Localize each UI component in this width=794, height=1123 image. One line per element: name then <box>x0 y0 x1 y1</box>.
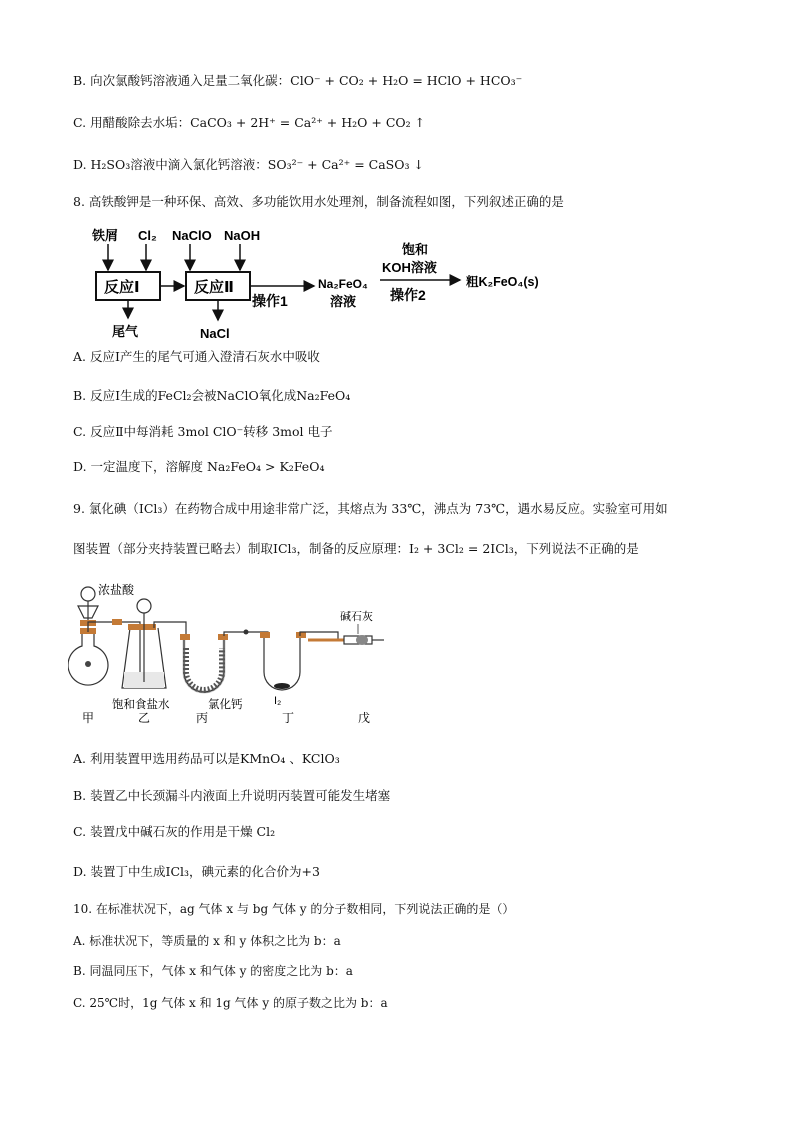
q8-input-naoh: NaOH <box>224 228 261 243</box>
q7-option-c: C. 用醋酸除去水垢：CaCO₃ + 2H⁺ = Ca²⁺ + H₂O + CO₂ ↑ <box>73 115 426 130</box>
q8-output-tailgas: 尾气 <box>112 324 139 339</box>
q9-label-acid: 浓盐酸 <box>98 583 135 597</box>
q8-final-product: 粗K₂FeO₄(s) <box>466 275 539 289</box>
q8-reagent-line2: KOH溶液 <box>382 260 437 275</box>
q8-stem: 8. 高铁酸钾是一种环保、高效、多功能饮用水处理剂，制备流程如图，下列叙述正确的是 <box>73 194 564 209</box>
q9-label-cacl2: 氯化钙 <box>208 699 243 711</box>
q7-option-b: B. 向次氯酸钙溶液通入足量二氧化碳：ClO⁻ + CO₂ + H₂O = HClO + HCO₃⁻ <box>73 73 523 88</box>
q8-op2-label: 操作2 <box>390 287 426 303</box>
q9-label-brine: 饱和食盐水 <box>112 699 170 711</box>
q8-input-cl2: Cl₂ <box>138 228 157 243</box>
q9-label-sodalime: 碱石灰 <box>340 611 373 623</box>
q8-option-d: D. 一定温度下，溶解度 Na₂FeO₄ > K₂FeO₄ <box>73 459 325 474</box>
q8-reagent-line1: 饱和 <box>402 242 429 257</box>
q9-option-d: D. 装置丁中生成ICl₃，碘元素的化合价为+3 <box>73 864 320 879</box>
q9-stem-line2: 图装置（部分夹持装置已略去）制取ICl₃，制备的反应原理：I₂ + 3Cl₂ = 2ICl₃，下列说法不正确的是 <box>73 541 639 556</box>
q8-box-reaction1-label: 反应Ⅰ <box>104 279 140 296</box>
q9-label-jia: 甲 <box>82 711 95 725</box>
q8-option-b: B. 反应Ⅰ生成的FeCl₂会被NaClO氧化成Na₂FeO₄ <box>73 388 351 403</box>
q8-product-line2: 溶液 <box>330 294 357 309</box>
q8-input-iron: 铁屑 <box>92 228 119 243</box>
q8-option-c: C. 反应Ⅱ中每消耗 3mol ClO⁻转移 3mol 电子 <box>73 424 333 439</box>
q9-label-i2: I₂ <box>274 695 282 707</box>
q9-apparatus-diagram <box>68 576 398 728</box>
q10-option-b: B. 同温同压下，气体 x 和气体 y 的密度之比为 b：a <box>73 964 353 978</box>
q9-stem-line1: 9. 氯化碘（ICl₃）在药物合成中用途非常广泛，其熔点为 33℃，沸点为 73℃，遇水易反应。实验室可用如 <box>73 501 668 516</box>
q9-label-ding: 丁 <box>282 711 295 725</box>
q8-input-naclo: NaClO <box>172 228 212 243</box>
q10-option-c: C. 25℃时，1g 气体 x 和 1g 气体 y 的原子数之比为 b：a <box>73 996 388 1010</box>
q8-box-reaction2-label: 反应Ⅱ <box>194 279 234 296</box>
q8-flow-diagram <box>90 226 560 346</box>
q8-product-line1: Na₂FeO₄ <box>318 277 368 291</box>
q9-option-a: A. 利用装置甲选用药品可以是KMnO₄ 、KClO₃ <box>73 751 340 766</box>
q8-op1-label: 操作1 <box>252 293 288 309</box>
q8-option-a: A. 反应Ⅰ产生的尾气可通入澄清石灰水中吸收 <box>73 349 320 364</box>
q7-option-d: D. H₂SO₃溶液中滴入氯化钙溶液：SO₃²⁻ + Ca²⁺ = CaSO₃ ↓ <box>73 157 424 172</box>
q9-label-wu: 戊 <box>358 711 371 725</box>
q9-label-yi: 乙 <box>138 711 151 725</box>
q8-output-nacl: NaCl <box>200 326 230 341</box>
q9-option-c: C. 装置戊中碱石灰的作用是干燥 Cl₂ <box>73 824 276 839</box>
q10-stem: 10. 在标准状况下，ag 气体 x 与 bg 气体 y 的分子数相同，下列说法正确的是（） <box>73 902 515 916</box>
q9-option-b: B. 装置乙中长颈漏斗内液面上升说明丙装置可能发生堵塞 <box>73 788 391 803</box>
q9-label-bing: 丙 <box>196 711 209 725</box>
q10-option-a: A. 标准状况下，等质量的 x 和 y 体积之比为 b：a <box>73 934 341 948</box>
